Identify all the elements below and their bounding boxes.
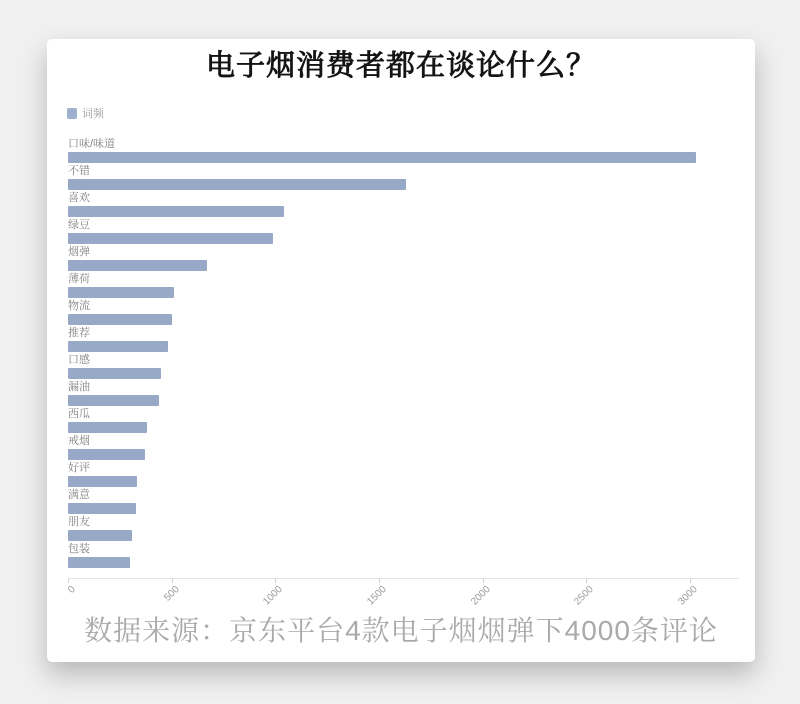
bar-row (68, 300, 739, 327)
frequency-bar[interactable] (68, 557, 130, 568)
x-axis-tick-label: 500 (162, 584, 182, 604)
bar-rows (68, 138, 739, 570)
frequency-bar[interactable] (68, 314, 172, 325)
frequency-bar[interactable] (68, 152, 696, 163)
x-axis-tick-mark (586, 579, 587, 583)
category-label: 物流 (68, 300, 90, 312)
frequency-bar[interactable] (68, 395, 159, 406)
category-label: 口味/味道 (68, 138, 116, 150)
x-axis-tick-label: 1000 (261, 584, 285, 608)
frequency-bar[interactable] (68, 179, 406, 190)
legend-swatch-icon (67, 108, 77, 119)
x-axis-tick-label: 1500 (365, 584, 389, 608)
bar-chart-plot-area (68, 138, 739, 613)
frequency-bar[interactable] (68, 449, 145, 460)
x-axis-tick-label: 2000 (469, 584, 493, 608)
category-label: 薄荷 (68, 273, 90, 285)
frequency-bar[interactable] (68, 368, 161, 379)
bar-row (68, 408, 739, 435)
legend-label: 词频 (82, 108, 104, 120)
x-axis-tick-label: 2500 (572, 584, 596, 608)
bar-row (68, 192, 739, 219)
frequency-bar[interactable] (68, 206, 284, 217)
bar-row (68, 462, 739, 489)
category-label: 包装 (68, 543, 90, 555)
bar-row (68, 381, 739, 408)
category-label: 推荐 (68, 327, 90, 339)
legend-item-word-frequency[interactable] (67, 105, 104, 121)
x-axis-tick-label: 3000 (676, 584, 700, 608)
source-note: 数据来源：京东平台4款电子烟烟弹下4000条评论 (84, 615, 718, 646)
category-label: 烟弹 (68, 246, 90, 258)
frequency-bar[interactable] (68, 476, 137, 487)
frequency-bar[interactable] (68, 422, 147, 433)
chart-title: 电子烟消费者都在谈论什么？ (205, 50, 596, 82)
category-label: 喜欢 (68, 192, 90, 204)
bar-row (68, 435, 739, 462)
bar-row (68, 246, 739, 273)
chart-card (47, 39, 755, 662)
category-label: 不错 (68, 165, 90, 177)
category-label: 朋友 (68, 516, 90, 528)
frequency-bar[interactable] (68, 260, 207, 271)
frequency-bar[interactable] (68, 530, 132, 541)
frequency-bar[interactable] (68, 503, 136, 514)
frequency-bar[interactable] (68, 287, 174, 298)
x-axis-tick-mark (68, 579, 69, 583)
frequency-bar[interactable] (68, 233, 273, 244)
category-label: 满意 (68, 489, 90, 501)
category-label: 戒烟 (68, 435, 90, 447)
category-label: 漏油 (68, 381, 90, 393)
category-label: 好评 (68, 462, 90, 474)
bar-row (68, 165, 739, 192)
bar-row (68, 138, 739, 165)
bar-row (68, 543, 739, 570)
bar-row (68, 273, 739, 300)
category-label: 西瓜 (68, 408, 90, 420)
frequency-bar[interactable] (68, 341, 168, 352)
bar-row (68, 489, 739, 516)
x-axis-tick-mark (483, 579, 484, 583)
x-axis-tick-mark (172, 579, 173, 583)
x-axis-tick-mark (379, 579, 380, 583)
x-axis-line (68, 578, 739, 579)
bar-row (68, 219, 739, 246)
x-axis-tick-mark (690, 579, 691, 583)
category-label: 口感 (68, 354, 90, 366)
x-axis-tick-label: 0 (66, 584, 78, 596)
bar-row (68, 327, 739, 354)
x-axis-tick-mark (275, 579, 276, 583)
bar-row (68, 354, 739, 381)
category-label: 绿豆 (68, 219, 90, 231)
bar-row (68, 516, 739, 543)
